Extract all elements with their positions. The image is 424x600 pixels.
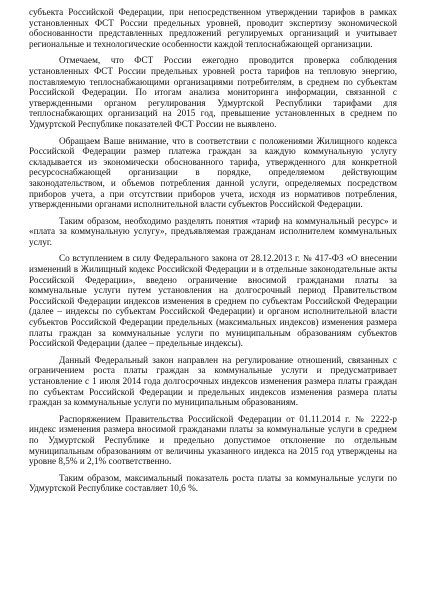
paragraph-4: Таким образом, необходимо разделять понятия «тариф на коммунальный ресурс» и «плата за коммунальную услугу», предъявляемая гражданам исполнителем коммунальных услуг.	[29, 215, 397, 247]
paragraph-3: Обращаем Ваше внимание, что в соответствии с положениями Жилищного кодекса Российской Федерации размер платежа граждан за каждую коммунальную услугу складывается из экономически обоснованного тарифа, утвержденного для конкретной ресурсоснабжающей организации в порядке, определяемом действующим законодательством, и объемов потребления данной услуги, определяемых посредством приборов учета, а при отсутствии приборов учета, исходя из нормативов потребления, утвержденными органами исполнительной власти субъектов Российской Федерации.	[29, 135, 397, 210]
paragraph-8: Таким образом, максимальный показатель роста платы за коммунальные услуги по Удмуртской Республике составляет 10,6 %.	[29, 472, 397, 494]
paragraph-7: Распоряжением Правительства Российской Федерации от 01.11.2014 г. № 2222-р индекс изменения размера вносимой гражданами платы за коммунальные услуги в среднем по Удмуртской Республике и предельно допустимое отклонение по отдельным муниципальным образованиям от величины указанного индекса на 2015 год утверждены на уровне 8,5% и 2,1% соответственно.	[29, 413, 397, 467]
paragraph-1: субъекта Российской Федерации, при непосредственном утверждении тарифов в рамках установленных ФСТ России предельных уровней, проводит экспертизу экономической обоснованности представленных предложений регулируемых организаций и учитывает региональные и технологические особенности каждой теплоснабжающей организации.	[29, 7, 397, 49]
paragraph-6: Данный Федеральный закон направлен на регулирование отношений, связанных с ограничением роста платы граждан за коммунальные услуги и предусматривает установление с 1 июля 2014 года долгосрочных индексов изменения размера платы граждан по субъектам Российской Федерации и предельных индексов изменения размера платы граждан за коммунальные услуги по муниципальным образованиям.	[29, 354, 397, 408]
paragraph-5: Со вступлением в силу Федерального закона от 28.12.2013 г. № 417-ФЗ «О внесении изменений в Жилищный кодекс Российской Федерации и в отдельные законодательные акты Российской Федерации», введено ограничение вносимой гражданами платы за коммунальные услуги путем установления на долгосрочный период Правительством Российской Федерации индексов изменения в среднем по субъектам Российской Федерации (далее – индексы по субъектам Российской Федерации) и органом исполнительной власти субъектов Российской Федерации предельных (максимальных индексов) изменения размера платы граждан за коммунальные услуги по муниципальным образованиям субъектов Российской Федерации (далее – предельные индексы).	[29, 253, 397, 349]
paragraph-2: Отмечаем, что ФСТ России ежегодно проводится проверка соблюдения установленных ФСТ России предельных уровней роста тарифов на тепловую энергию, поставляемую теплоснабжающими организациями потребителям, в среднем по субъектам Российской Федерации. По итогам анализа мониторинга информации, связанной с утвержденными органом регулирования Удмуртской Республики тарифами для теплоснабжающих организаций на 2015 год, превышение установленных в среднем по Удмуртской Республике показателей ФСТ России не выявлено.	[29, 55, 397, 129]
